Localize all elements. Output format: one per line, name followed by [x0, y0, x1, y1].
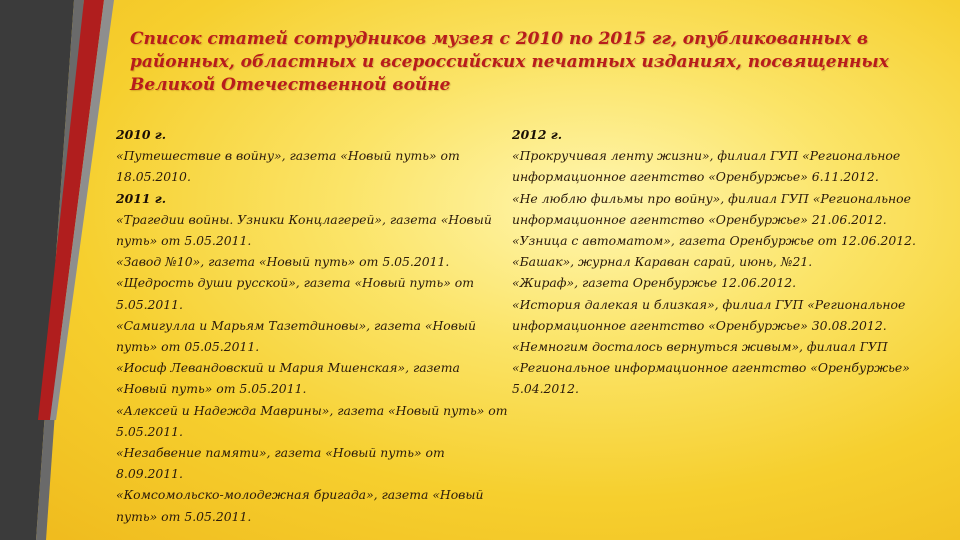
- page-title: Список статей сотрудников музея с 2010 по 2015 гг, опубликованных в районных, областных и всероссийских печатных изданиях, посвященных Великой Отечественной войне: [130, 29, 889, 95]
- article-item: «Самигулла и Марьям Тазетдиновы», газета «Новый путь» от 05.05.2011.: [116, 317, 476, 355]
- article-item: «Комсомольско-молодежная бригада», газета «Новый путь» от 5.05.2011.: [116, 487, 484, 524]
- article-item: «Узница с автоматом», газета Оренбуржье от 12.06.2012.: [512, 233, 916, 249]
- year-heading-2012: 2012 г.: [512, 127, 563, 142]
- article-item: «История далекая и близкая», филиал ГУП «Региональное информационное агентство «Оренбуржье» 30.08.2012.: [512, 296, 906, 333]
- article-item: «Алексей и Надежда Маврины», газета «Новый путь» от 5.05.2011.: [116, 402, 508, 439]
- article-item: «Не люблю фильмы про войну», филиал ГУП «Региональное информационное агентство «Оренбуржье» 21.06.2012.: [512, 190, 911, 227]
- year-heading-2011: 2011 г.: [116, 190, 167, 206]
- article-item: «Трагедии войны. Узники Концлагерей», газета «Новый путь» от 5.05.2011.: [116, 211, 492, 249]
- article-item: «Башак», журнал Караван сарай, июнь, №21.: [512, 254, 813, 270]
- article-item: «Путешествие в войну», газета «Новый путь» от 18.05.2010.: [116, 148, 460, 185]
- article-item: «Иосиф Левандовский и Мария Мшенская», газета «Новый путь» от 5.05.2011.: [116, 360, 460, 397]
- article-item: «Завод №10», газета «Новый путь» от 5.05.2011.: [116, 254, 450, 270]
- year-heading-2010: 2010 г.: [116, 127, 167, 142]
- article-item: «Прокручивая ленту жизни», филиал ГУП «Региональное информационное агентство «Оренбуржье» 6.11.2012.: [512, 148, 901, 185]
- article-item: «Немногим досталось вернуться живым», филиал ГУП «Региональное информационное агентство «Оренбуржье» 5.04.2012.: [512, 339, 910, 397]
- article-item: «Щедрость души русской», газета «Новый путь» от 5.05.2011.: [116, 275, 474, 312]
- article-item: «Незабвение памяти», газета «Новый путь» от 8.09.2011.: [116, 445, 445, 482]
- article-item: «Жираф», газета Оренбуржье 12.06.2012.: [512, 275, 797, 291]
- articles-column-right: [512, 124, 924, 400]
- articles-column-left: [116, 124, 508, 527]
